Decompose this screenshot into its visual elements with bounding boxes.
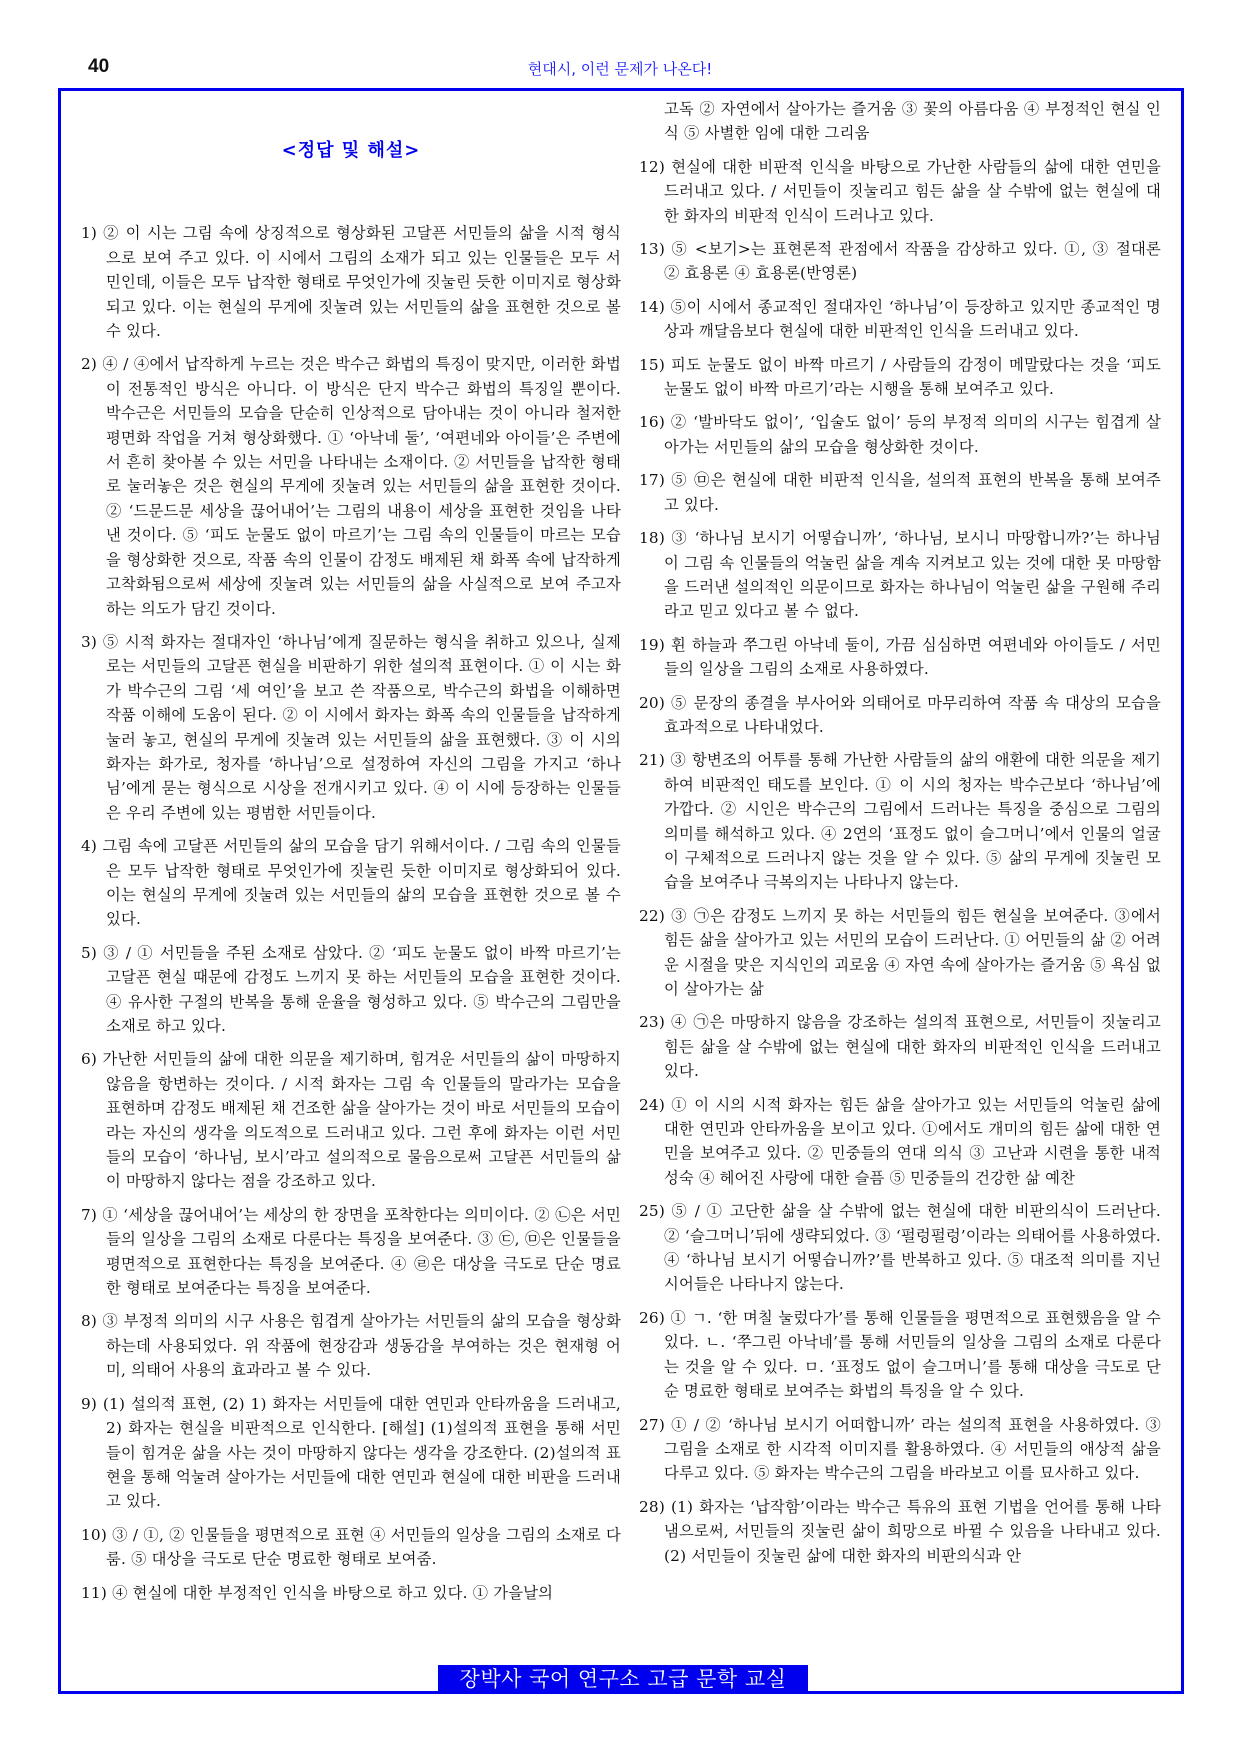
answer-item-21: 21) ③ 항변조의 어투를 통해 가난한 사람들의 삶의 애환에 대한 의문을 제기하여 비판적인 태도를 보인다. ① 이 시의 청자는 박수근보다 ‘하나님’에 가깝다. ② 시인은 박수근의 그림에서 드러나는 특징을 중심으로 그림의 의미를 해석하고 있다. ④ 2연의 ‘표정도 없이 슬그머니’에서 인물의 얼굴이 구체적으로 드러나지 않는 것을 알 수 있다. ⑤ 삶의 무게에 짓눌린 모습을 보여주나 극복의지는 나타나지 않는다. (639, 751, 1161, 892)
left-column (81, 91, 621, 1614)
answer-item-19: 19) 휜 하늘과 쭈그린 아낙네 둘이, 가끔 심심하면 여편네와 아이들도 / 서민들의 일상을 그림의 소재로 사용하였다. (639, 635, 1161, 679)
answer-item-12: 12) 현실에 대한 비판적 인식을 바탕으로 가난한 사람들의 삶에 대한 연민을 드러내고 있다. / 서민들이 짓눌리고 힘든 삶을 살 수밖에 없는 현실에 대한 화자의 비판적 인식이 드러나고 있다. (639, 157, 1161, 225)
answer-item-27: 27) ① / ② ‘하나님 보시기 어떠합니까’ 라는 설의적 표현을 사용하였다. ③ 그림을 소재로 한 시각적 이미지를 활용하였다. ④ 서민들의 애상적 삶을 다루고 있다. ⑤ 화자는 박수근의 그림을 바라보고 이를 묘사하고 있다. (639, 1415, 1161, 1483)
answer-item-17: 17) ⑤ ㉤은 현실에 대한 비판적 인식을, 설의적 표현의 반복을 통해 보여주고 있다. (639, 471, 1161, 514)
answer-item-18: 18) ③ ‘하나님 보시기 어떻습니까’, ‘하나님, 보시니 마땅합니까?’는 하나님이 그림 속 인물들의 억눌린 삶을 계속 지켜보고 있는 것에 대한 못 마땅함을 드러낸 설의적인 의문이므로 화자는 하나님이 억눌린 삶을 구원해 주리라고 믿고 있다고 볼 수 없다. (639, 529, 1161, 621)
answer-item-16: 16) ② ‘발바닥도 없이’, ‘입술도 없이’ 등의 부정적 의미의 시구는 힘겹게 살아가는 서민들의 삶의 모습을 형상화한 것이다. (639, 413, 1161, 456)
answer-item-7: 7) ① ‘세상을 끊어내어’는 세상의 한 장면을 포착한다는 의미이다. ② ㉡은 서민들의 일상을 그림의 소재로 다룬다는 특징을 보여준다. ③ ㉢, ㉤은 인물들을 평면적으로 표현한다는 특징을 보여준다. ④ ㉣은 대상을 극도로 단순 명료한 형태로 보여준다는 특징을 보여준다. (81, 1205, 621, 1298)
answer-item-15: 15) 피도 눈물도 없이 바짝 마르기 / 사람들의 감정이 메말랐다는 것을 ‘피도 눈물도 없이 바짝 마르기’라는 시행을 통해 보여주고 있다. (639, 355, 1161, 399)
answer-item-3: 3) ⑤ 시적 화자는 절대자인 ‘하나님’에게 질문하는 형식을 취하고 있으나, 실제로는 서민들의 고달픈 현실을 비판하기 위한 설의적 표현이다. ① 이 시는 화가 박수근의 그림 ‘세 여인’을 보고 쓴 작품으로, 박수근의 화법을 이해하면 작품 이해에 도움이 된다. ② 이 시에서 화자는 화폭 속의 인물들을 납작하게 눌러 놓고, 현실의 무게에 짓눌려 있는 서민들의 삶을 표현했다. ③ 이 시의 화자는 화가로, 청자를 ‘하나님’으로 설정하여 자신의 그림을 가지고 ‘하나님’에게 묻는 형식으로 시상을 전개시키고 있다. ④ 이 시에 등장하는 인물들은 우리 주변에 있는 평범한 서민들이다. (81, 632, 621, 822)
answer-item-11: 11) ④ 현실에 대한 부정적인 인식을 바탕으로 하고 있다. ① 가을날의 (81, 1583, 554, 1602)
content-frame (58, 88, 1184, 1694)
answer-item-1: 1) ② 이 시는 그림 속에 상징적으로 형상화된 고달픈 서민들의 삶을 시적 형식으로 보여 주고 있다. 이 시에서 그림의 소재가 되고 있는 인물들은 모두 서민인데, 이들은 모두 납작한 형태로 무엇인가에 짓눌린 듯한 이미지로 형상화되고 있다. 이는 현실의 무게에 짓눌려 있는 서민들의 삶을 표현한 것으로 볼 수 있다. (81, 224, 621, 341)
right-column (639, 91, 1161, 1577)
section-title: <정답 및 해설> (281, 140, 421, 161)
answer-item-22: 22) ③ ㉠은 감정도 느끼지 못 하는 서민들의 힘든 현실을 보여준다. ③에서 힘든 삶을 살아가고 있는 서민의 모습이 드러난다. ① 어민들의 삶 ② 어려운 시절을 맞은 지식인의 괴로움 ④ 자연 속에 살아가는 즐거움 ⑤ 욕심 없이 살아가는 삶 (639, 906, 1161, 998)
answer-item-10: 10) ③ / ①, ② 인물들을 평면적으로 표현 ④ 서민들의 일상을 그림의 소재로 다룸. ⑤ 대상을 극도로 단순 명료한 형태로 보여줌. (81, 1525, 621, 1569)
footer-banner: 장박사 국어 연구소 고급 문학 교실 (438, 1665, 808, 1693)
answer-item-13: 13) ⑤ <보기>는 표현론적 관점에서 작품을 감상하고 있다. ①, ③ 절대론 ② 효용론 ④ 효용론(반영론) (639, 240, 1161, 283)
answer-item-24: 24) ① 이 시의 시적 화자는 힘든 삶을 살아가고 있는 서민들의 억눌린 삶에 대한 연민과 안타까움을 보이고 있다. ①에서도 개미의 힘든 삶에 대한 연민을 보여주고 있다. ② 민중들의 연대 의식 ③ 고난과 시련을 통한 내적 성숙 ④ 헤어진 사랑에 대한 슬픔 ⑤ 민중들의 건강한 삶 예찬 (639, 1095, 1161, 1187)
answer-item-8: 8) ③ 부정적 의미의 시구 사용은 힘겹게 살아가는 서민들의 삶의 모습을 형상화하는데 사용되었다. 위 작품에 현장감과 생동감을 부여하는 것은 현재형 어미, 의태어 사용의 효과라고 볼 수 있다. (81, 1312, 621, 1380)
answer-item-4: 4) 그림 속에 고달픈 서민들의 삶의 모습을 담기 위해서이다. / 그림 속의 인물들은 모두 납작한 형태로 무엇인가에 짓눌린 듯한 이미지로 형상화되어 있다. 이는 현실의 무게에 짓눌려 있는 서민들의 삶의 모습을 표현한 것으로 볼 수 있다. (81, 837, 621, 929)
answer-item-26: 26) ① ㄱ. ‘한 며칠 눌렀다가’를 통해 인물들을 평면적으로 표현했음을 알 수 있다. ㄴ. ‘쭈그린 아낙네’를 통해 서민들의 일상을 그림의 소재로 다룬다는 것을 알 수 있다. ㅁ. ‘표정도 없이 슬그머니’를 통해 대상을 극도로 단순 명료한 형태로 보여주는 화법의 특징을 알 수 있다. (639, 1308, 1161, 1401)
answer-item-23: 23) ④ ㉠은 마땅하지 않음을 강조하는 설의적 표현으로, 서민들이 짓눌리고 힘든 삶을 살 수밖에 없는 현실에 대한 화자의 비판적인 인식을 드러내고 있다. (639, 1013, 1161, 1081)
running-title: 현대시, 이런 문제가 나온다! (527, 60, 713, 78)
answer-item-14: 14) ⑤이 시에서 종교적인 절대자인 ‘하나님’이 등장하고 있지만 종교적인 명상과 깨달음보다 현실에 대한 비판적인 인식을 드러내고 있다. (639, 297, 1161, 341)
answer-item-11-continuation: 고독 ② 자연에서 살아가는 즐거움 ③ 꽃의 아름다움 ④ 부정적인 현실 인식 ⑤ 사별한 임에 대한 그리움 (664, 100, 1161, 143)
answer-item-25: 25) ⑤ / ① 고단한 삶을 살 수밖에 없는 현실에 대한 비판의식이 드러난다. ② ‘슬그머니’뒤에 생략되었다. ③ ‘펄렁펄렁’이라는 의태어를 사용하였다. ④ ‘하나님 보시기 어떻습니까?’를 반복하고 있다. ⑤ 대조적 의미를 지닌 시어들은 나타나지 않는다. (639, 1202, 1161, 1294)
answer-item-2: 2) ④ / ④에서 납작하게 누르는 것은 박수근 화법의 특징이 맞지만, 이러한 화법이 전통적인 방식은 아니다. 이 방식은 단지 박수근 화법의 특징일 뿐이다. 박수근은 서민들의 모습을 단순히 인상적으로 담아내는 것이 아니라 철저한 평면화 작업을 거쳐 형상화했다. ① ‘아낙네 둘’, ‘여편네와 아이들’은 주변에서 흔히 찾아볼 수 있는 서민을 나타내는 소재이다. ② 서민들을 납작한 형태로 눌러놓은 것은 현실의 무게에 짓눌려 있는 서민들의 삶을 표현한 것이다. ② ‘드문드문 세상을 끊어내어’는 그림의 내용이 세상을 표현한 것임을 나타낸 것이다. ⑤ ‘피도 눈물도 없이 마르기’는 그림 속의 인물들이 마르는 모습을 형상화한 것으로, 작품 속의 인물이 감정도 배제된 채 화폭 속에 납작하게 고착화됨으로써 세상에 짓눌려 있는 서민들의 삶을 사실적으로 보여 주고자 하는 의도가 담긴 것이다. (81, 355, 621, 618)
answer-item-28: 28) (1) 화자는 ‘납작함’이라는 박수근 특유의 표현 기법을 언어를 통해 나타냄으로써, 서민들의 짓눌린 삶이 희망으로 바뀔 수 있음을 나타내고 있다. (2) 서민들이 짓눌린 삶에 대한 화자의 비판의식과 안 (639, 1497, 1161, 1565)
answer-item-9: 9) (1) 설의적 표현, (2) 1) 화자는 서민들에 대한 연민과 안타까움을 드러내고, 2) 화자는 현실을 비판적으로 인식한다. [해설] (1)설의적 표현을 통해 서민들이 힘겨운 삶을 사는 것이 마땅하지 않다는 생각을 강조한다. (2)설의적 표현을 통해 억눌려 살아가는 서민들에 대한 연민과 현실에 대한 비판을 드러내고 있다. (81, 1394, 621, 1511)
answer-item-20: 20) ⑤ 문장의 종결을 부사어와 의태어로 마무리하여 작품 속 대상의 모습을 효과적으로 나타내었다. (639, 693, 1161, 736)
answer-item-6: 6) 가난한 서민들의 삶에 대한 의문을 제기하며, 힘겨운 서민들의 삶이 마땅하지 않음을 항변하는 것이다. / 시적 화자는 그림 속 인물들의 말라가는 모습을 표현하며 감정도 배제된 채 건조한 삶을 살아가는 것이 바로 서민들의 모습이라는 자신의 생각을 의도적으로 드러내고 있다. 그런 후에 화자는 이런 서민들의 모습이 ‘하나님, 보시’라고 설의적으로 물음으로써 고달픈 서민들의 삶이 마땅하지 않다는 점을 강조하고 있다. (81, 1050, 621, 1191)
page-number: 40 (88, 56, 110, 77)
answer-item-5: 5) ③ / ① 서민들을 주된 소재로 삼았다. ② ‘피도 눈물도 없이 바짝 마르기’는 고달픈 현실 때문에 감정도 느끼지 못 하는 서민들의 모습을 표현한 것이다. ④ 유사한 구절의 반복을 통해 운율을 형성하고 있다. ⑤ 박수근의 그림만을 소재로 하고 있다. (81, 943, 621, 1035)
